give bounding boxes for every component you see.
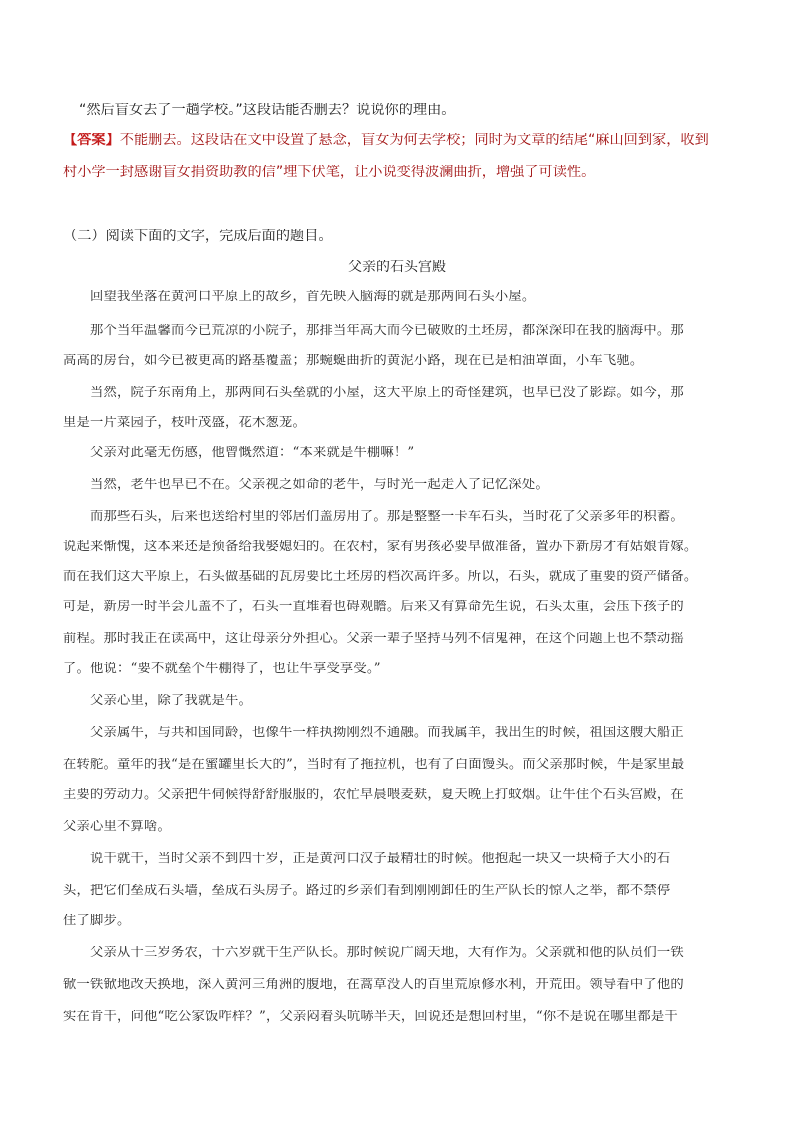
answer-line-1: 【答案】不能删去。这段话在文中设置了悬念，盲女为何去学校；同时为文章的结尾“麻山回到家，收到 — [63, 133, 709, 148]
article-line: 当然，老牛也早已不在。父亲视之如命的老牛，与时光一起走入了记忆深处。 — [90, 478, 549, 492]
article-title: 父亲的石头宫殿 — [348, 260, 446, 274]
answer-tag: 【答案】 — [63, 133, 120, 148]
article-line: 锨一铁锨地改天换地，深入黄河三角洲的腹地，在蒿草没人的百里荒原修水利，开荒田。领导看中了他的 — [63, 978, 684, 992]
article-line: 可是，新房一时半会儿盖不了，石头一直堆着也碍观瞻。后来又有算命先生说，石头太重，会压下孩子的 — [63, 600, 684, 614]
article-line: 说起来惭愧，这本来还是预备给我娶媳妇的。在农村，家有男孩必要早做准备，置办下新房才有姑娘肯嫁。 — [63, 540, 698, 554]
article-line: 回望我坐落在黄河口平原上的故乡，首先映入脑海的就是那两间石头小屋。 — [90, 290, 536, 304]
article-line: 父亲对此毫无伤感，他曾慨然道：“本来就是牛棚嘛！” — [90, 446, 415, 460]
article-line: 父亲从十三岁务农，十六岁就干生产队长。那时候说广阔天地，大有作为。父亲就和他的队员们一铁 — [90, 946, 684, 960]
article-line: 父亲心里，除了我就是牛。 — [90, 694, 252, 708]
article-line: 高高的房台，如今已被更高的路基覆盖；那蜿蜒曲折的黄泥小路，现在已是柏油罩面，小车飞驰。 — [63, 354, 644, 368]
question-text: “然后盲女去了一趟学校。”这段话能否删去？说说你的理由。 — [79, 103, 456, 118]
article-line: 当然，院子东南角上，那两间石头垒就的小屋，这大平原上的奇怪建筑，也早已没了影踪。如今，那 — [90, 386, 684, 400]
article-line: 而那些石头，后来也送给村里的邻居们盖房用了。那是整整一卡车石头，当时花了父亲多年的积蓄。 — [90, 510, 684, 524]
section-heading: （二）阅读下面的文字，完成后面的题目。 — [63, 229, 333, 244]
answer-line-2: 村小学一封感谢盲女捐资助教的信”埋下伏笔，让小说变得波澜曲折，增强了可读性。 — [63, 165, 596, 180]
article-line: 了。他说：“要不就垒个牛棚得了，也让牛享受享受。” — [63, 662, 381, 676]
article-line: 实在肯干，问他“吃公家饭咋样？”，父亲闷着头吭哧半天，回说还是想回村里，“你不是说在哪里都是干 — [63, 1010, 678, 1024]
article-line: 头，把它们垒成石头墙，垒成石头房子。路过的乡亲们看到刚刚卸任的生产队长的惊人之举，都不禁停 — [63, 884, 671, 898]
article-line: 在转舵。童年的我“是在蜜罐里长大的”，当时有了拖拉机，也有了白面馒头。而父亲那时候，牛是家里最 — [63, 758, 685, 772]
article-line: 主要的劳动力。父亲把牛伺候得舒舒服服的，农忙早晨喂麦麸，夏天晚上打蚊烟。让牛住个石头宫殿，在 — [63, 788, 684, 802]
article-line: 那个当年温馨而今已荒凉的小院子，那排当年高大而今已破败的土坯房，都深深印在我的脑海中。那 — [90, 324, 684, 338]
article-line: 前程。那时我正在读高中，这让母亲分外担心。父亲一辈子坚持马列不信鬼神，在这个问题上也不禁动摇 — [63, 632, 684, 646]
article-line: 而在我们这大平原上，石头做基础的瓦房要比土坯房的档次高许多。所以，石头，就成了重要的资产储备。 — [63, 570, 698, 584]
article-line: 父亲属牛，与共和国同龄，也像牛一样执拗刚烈不通融。而我属羊，我出生的时候，祖国这艘大船正 — [90, 726, 684, 740]
article-line: 说干就干，当时父亲不到四十岁，正是黄河口汉子最精壮的时候。他抱起一块又一块椅子大小的石 — [90, 852, 671, 866]
article-line: 里是一片菜园子，枝叶茂盛，花木葱茏。 — [63, 416, 306, 430]
article-line: 住了脚步。 — [63, 914, 131, 928]
article-line: 父亲心里不算啥。 — [63, 820, 171, 834]
